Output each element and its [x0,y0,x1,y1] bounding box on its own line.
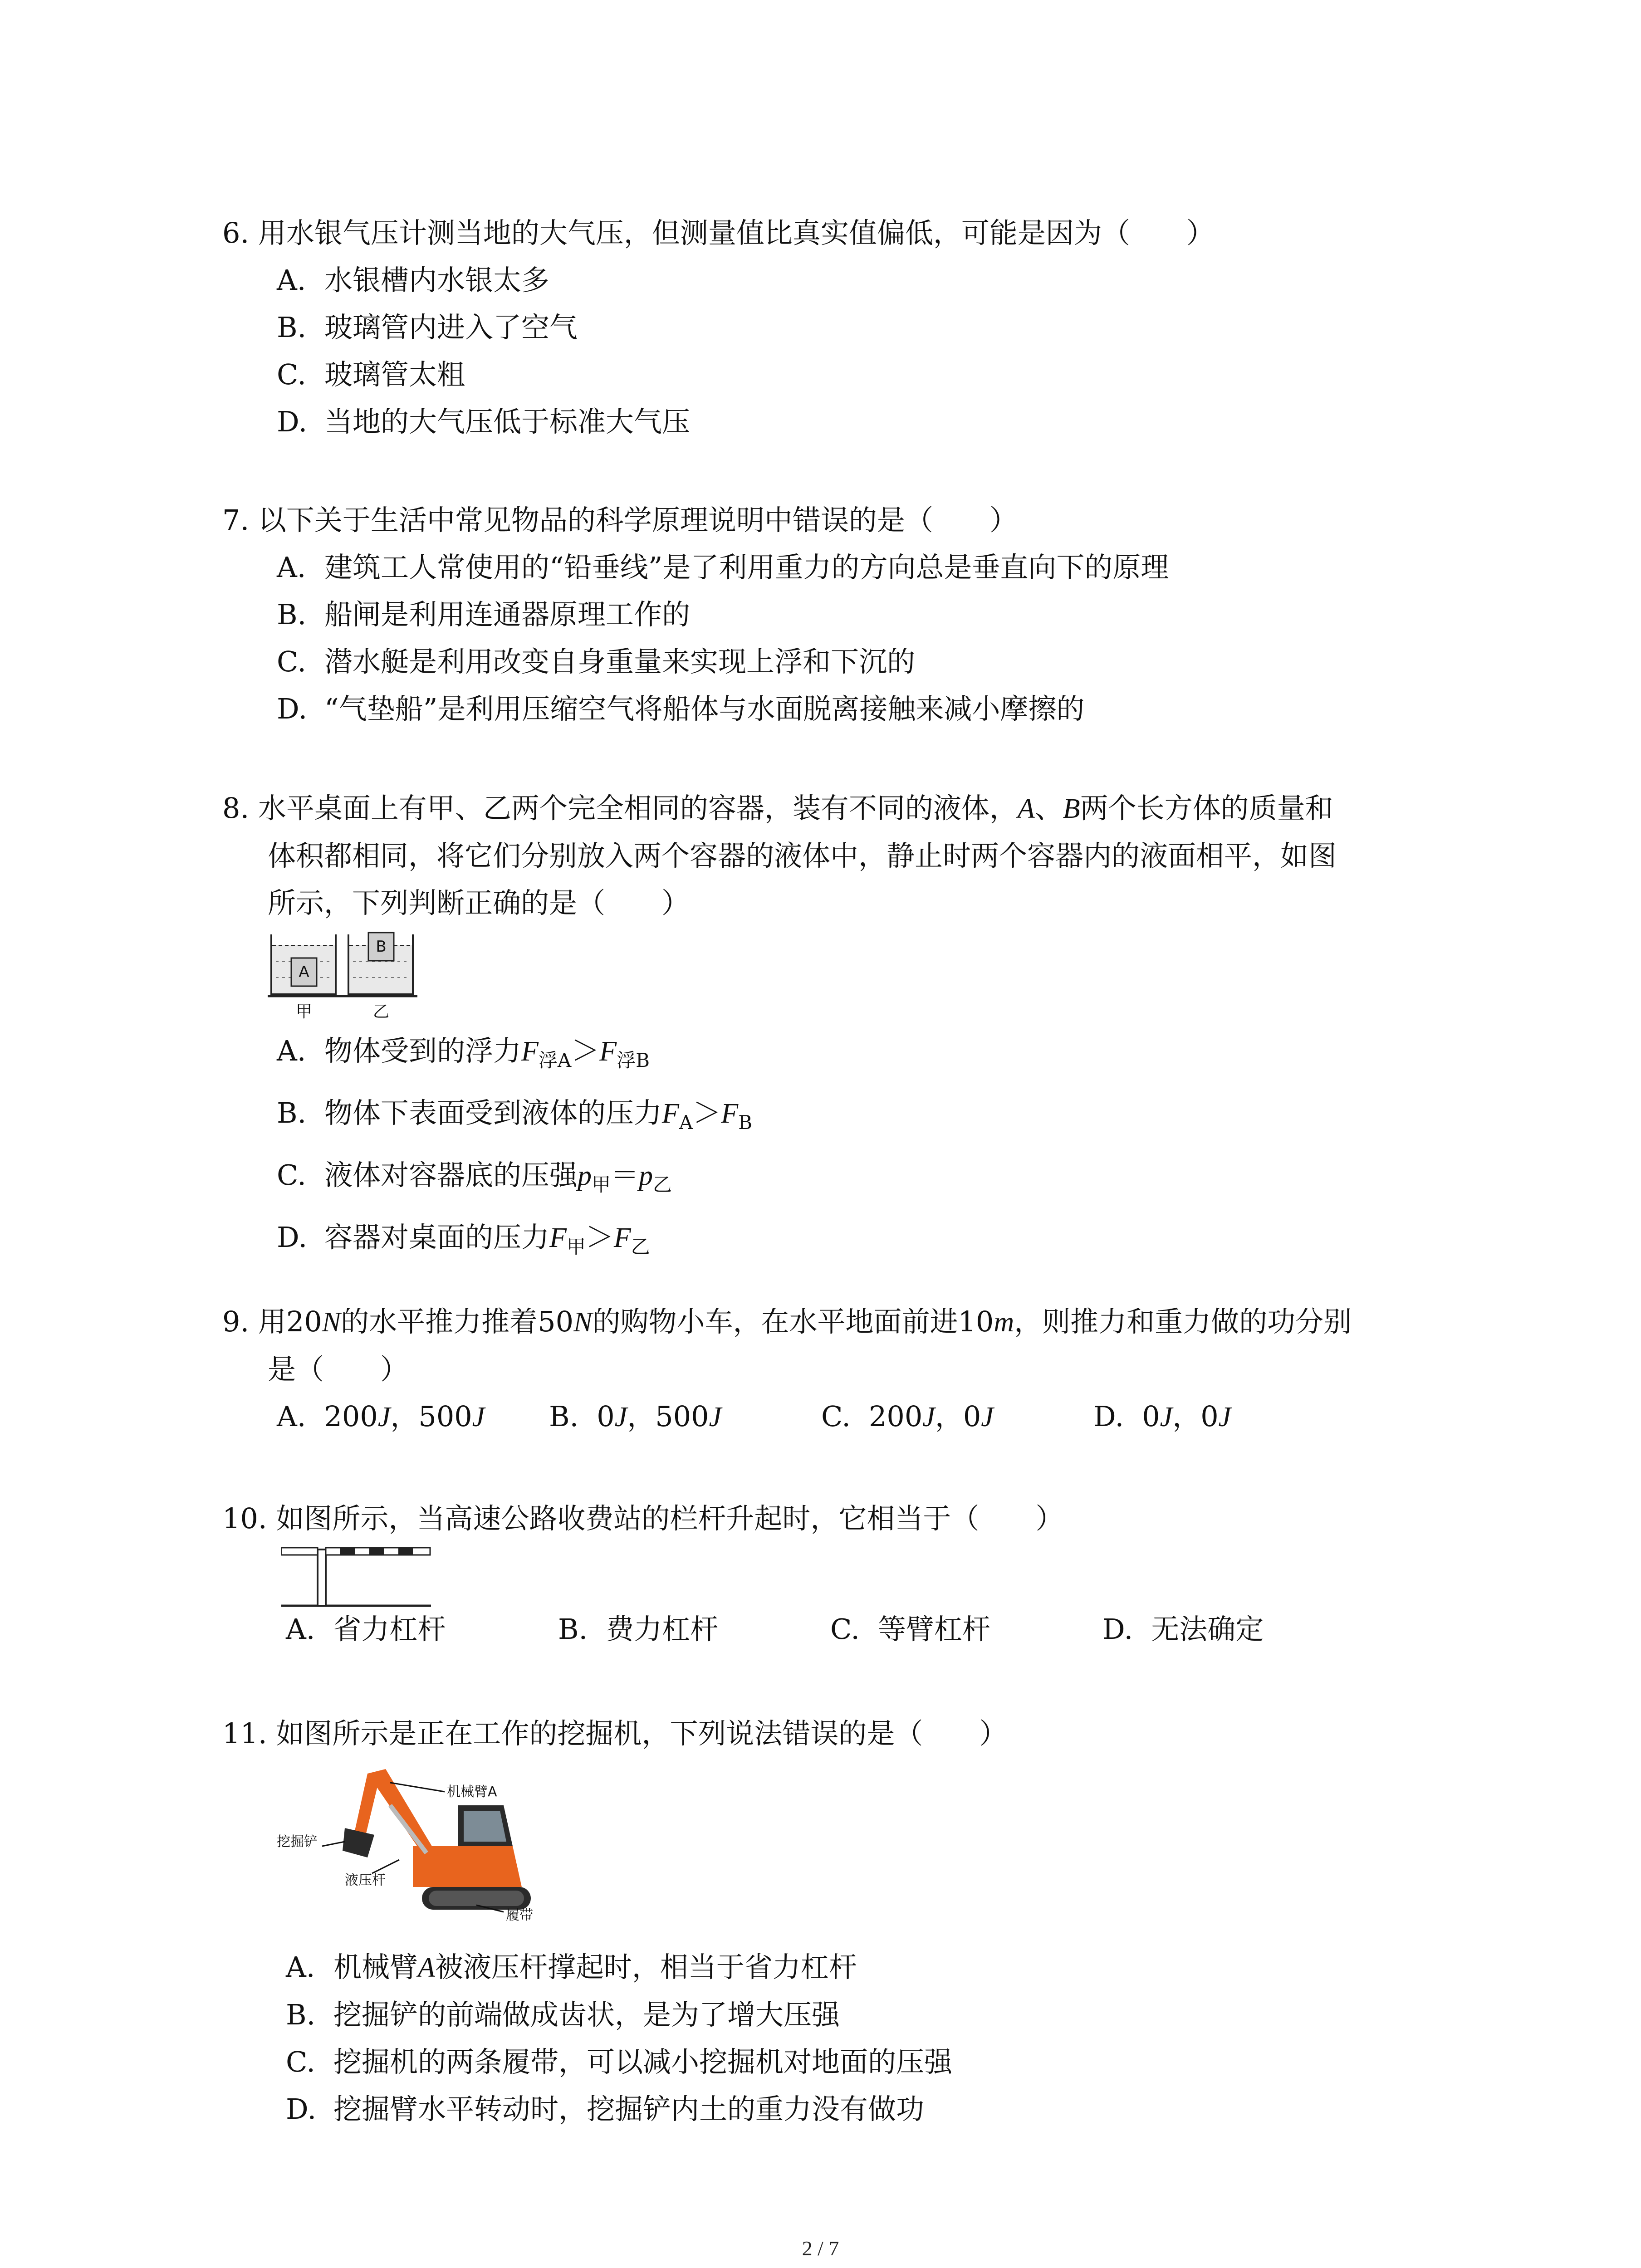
svg-text:A: A [299,963,309,981]
option-d[interactable]: D. 0J，0J [1093,1400,1231,1433]
question-8-options [222,1027,1474,1271]
question-9: 9. 用20N的水平推力推着50N的购物小车，在水平地面前进10m，则推力和重力做的功分别 是（ ） A. 200J，500J B. 0J，500J C. 200J，0J D. 0J，0J [222,1298,1474,1441]
svg-text:B: B [376,938,387,956]
container-yi [348,933,413,994]
question-6 [222,210,1474,445]
barrier-counterweight [281,1548,318,1555]
question-11 [222,1710,1474,1757]
question-number: 9. [222,1305,250,1338]
excavator-figure [277,1755,558,1932]
question-8: 8. 水平桌面上有甲、乙两个完全相同的容器，装有不同的液体，A、B两个长方体的质量和 体积都相同，将它们分别放入两个容器的液体中，静止时两个容器内的液面相平，如图 所示，下列判断正确的是（ ） [222,785,1474,927]
label-yi: 乙 [372,1002,390,1021]
container-jia [271,934,336,994]
containers-figure [268,930,422,1021]
question-number: 11. [222,1717,267,1750]
question-stem: 8. 水平桌面上有甲、乙两个完全相同的容器，装有不同的液体，A、B两个长方体的质量和 [222,792,1333,825]
page-number: 2 / 7 [802,2237,839,2260]
option-d[interactable]: D. 无法确定 [1102,1613,1264,1646]
label-jia: 甲 [295,1002,313,1021]
question-number: 6. [222,216,250,249]
option-b[interactable]: B. 玻璃管内进入了空气 [277,311,578,344]
question-number: 10. [222,1502,267,1535]
barrier-post [318,1549,326,1606]
question-stem: 7. 以下关于生活中常见物品的科学原理说明中错误的是（ ） [222,503,1018,537]
option-b[interactable]: B. 0J，500J [549,1400,722,1433]
question-10-options [222,1606,1474,1653]
question-stem: 11. 如图所示是正在工作的挖掘机，下列说法错误的是（ ） [222,1717,1008,1750]
label-arm-a: 机械臂A [447,1784,497,1800]
label-hydraulic-rod: 液压杆 [345,1872,386,1888]
option-a[interactable]: A. 机械臂A被液压杆撑起时，相当于省力杠杆 [286,1950,857,1984]
option-d[interactable]: D. 挖掘臂水平转动时，挖掘铲内土的重力没有做功 [286,2092,925,2126]
option-c[interactable]: C. 液体对容器底的压强$p_甲=p_乙$ [277,1158,672,1196]
option-c[interactable]: C. 玻璃管太粗 [277,358,465,391]
option-c[interactable]: C. 200J，0J [821,1400,994,1433]
option-b[interactable]: B. 船闸是利用连通器原理工作的 [277,598,691,631]
toll-barrier-figure [281,1542,436,1610]
label-bucket: 挖掘铲 [277,1834,318,1850]
question-stem: 10. 如图所示，当高速公路收费站的栏杆升起时，它相当于（ ） [222,1502,1064,1535]
option-a[interactable]: A. 200J，500J [277,1400,485,1433]
question-number: 7. [222,503,250,537]
question-10 [222,1495,1474,1542]
options-row [222,1393,1474,1441]
option-c[interactable]: C. 挖掘机的两条履带，可以减小挖掘机对地面的压强 [286,2045,953,2078]
question-stem: 6. 用水银气压计测当地的大气压，但测量值比真实值偏低，可能是因为（ ） [222,216,1215,249]
options-row [222,1606,1474,1653]
option-b[interactable]: B. 费力杠杆 [558,1613,719,1646]
question-7 [222,497,1474,733]
option-d[interactable]: D. 容器对桌面的压力$F_甲>F_乙$ [277,1221,650,1258]
option-d[interactable]: D. 当地的大气压低于标准大气压 [277,405,691,438]
option-d[interactable]: D. “气垫船”是利用压缩空气将船体与水面脱离接触来减小摩擦的 [277,692,1085,725]
question-number: 8. [222,792,250,825]
option-c[interactable]: C. 等臂杠杆 [830,1613,990,1646]
option-c[interactable]: C. 潜水艇是利用改变自身重量来实现上浮和下沉的 [277,645,916,678]
option-a[interactable]: A. 建筑工人常使用的“铅垂线”是了利用重力的方向总是垂直向下的原理 [277,551,1169,584]
option-a[interactable]: A. 水银槽内水银太多 [277,264,550,297]
label-track: 履带 [506,1907,533,1923]
question-11-options [222,1944,1474,2133]
option-b[interactable]: B. 挖掘铲的前端做成齿状，是为了增大压强 [286,1998,840,2031]
barrier-arm [326,1548,430,1555]
question-stem: 9. 用20N的水平推力推着50N的购物小车，在水平地面前进10m，则推力和重力做的功分别 [222,1305,1352,1338]
option-b[interactable]: B. 物体下表面受到液体的压力$F_A>F_B$ [277,1096,752,1134]
option-a[interactable]: A. 省力杠杆 [286,1613,446,1646]
option-a[interactable]: A. 物体受到的浮力$F_{浮A}>F_{浮B}$ [277,1034,650,1071]
